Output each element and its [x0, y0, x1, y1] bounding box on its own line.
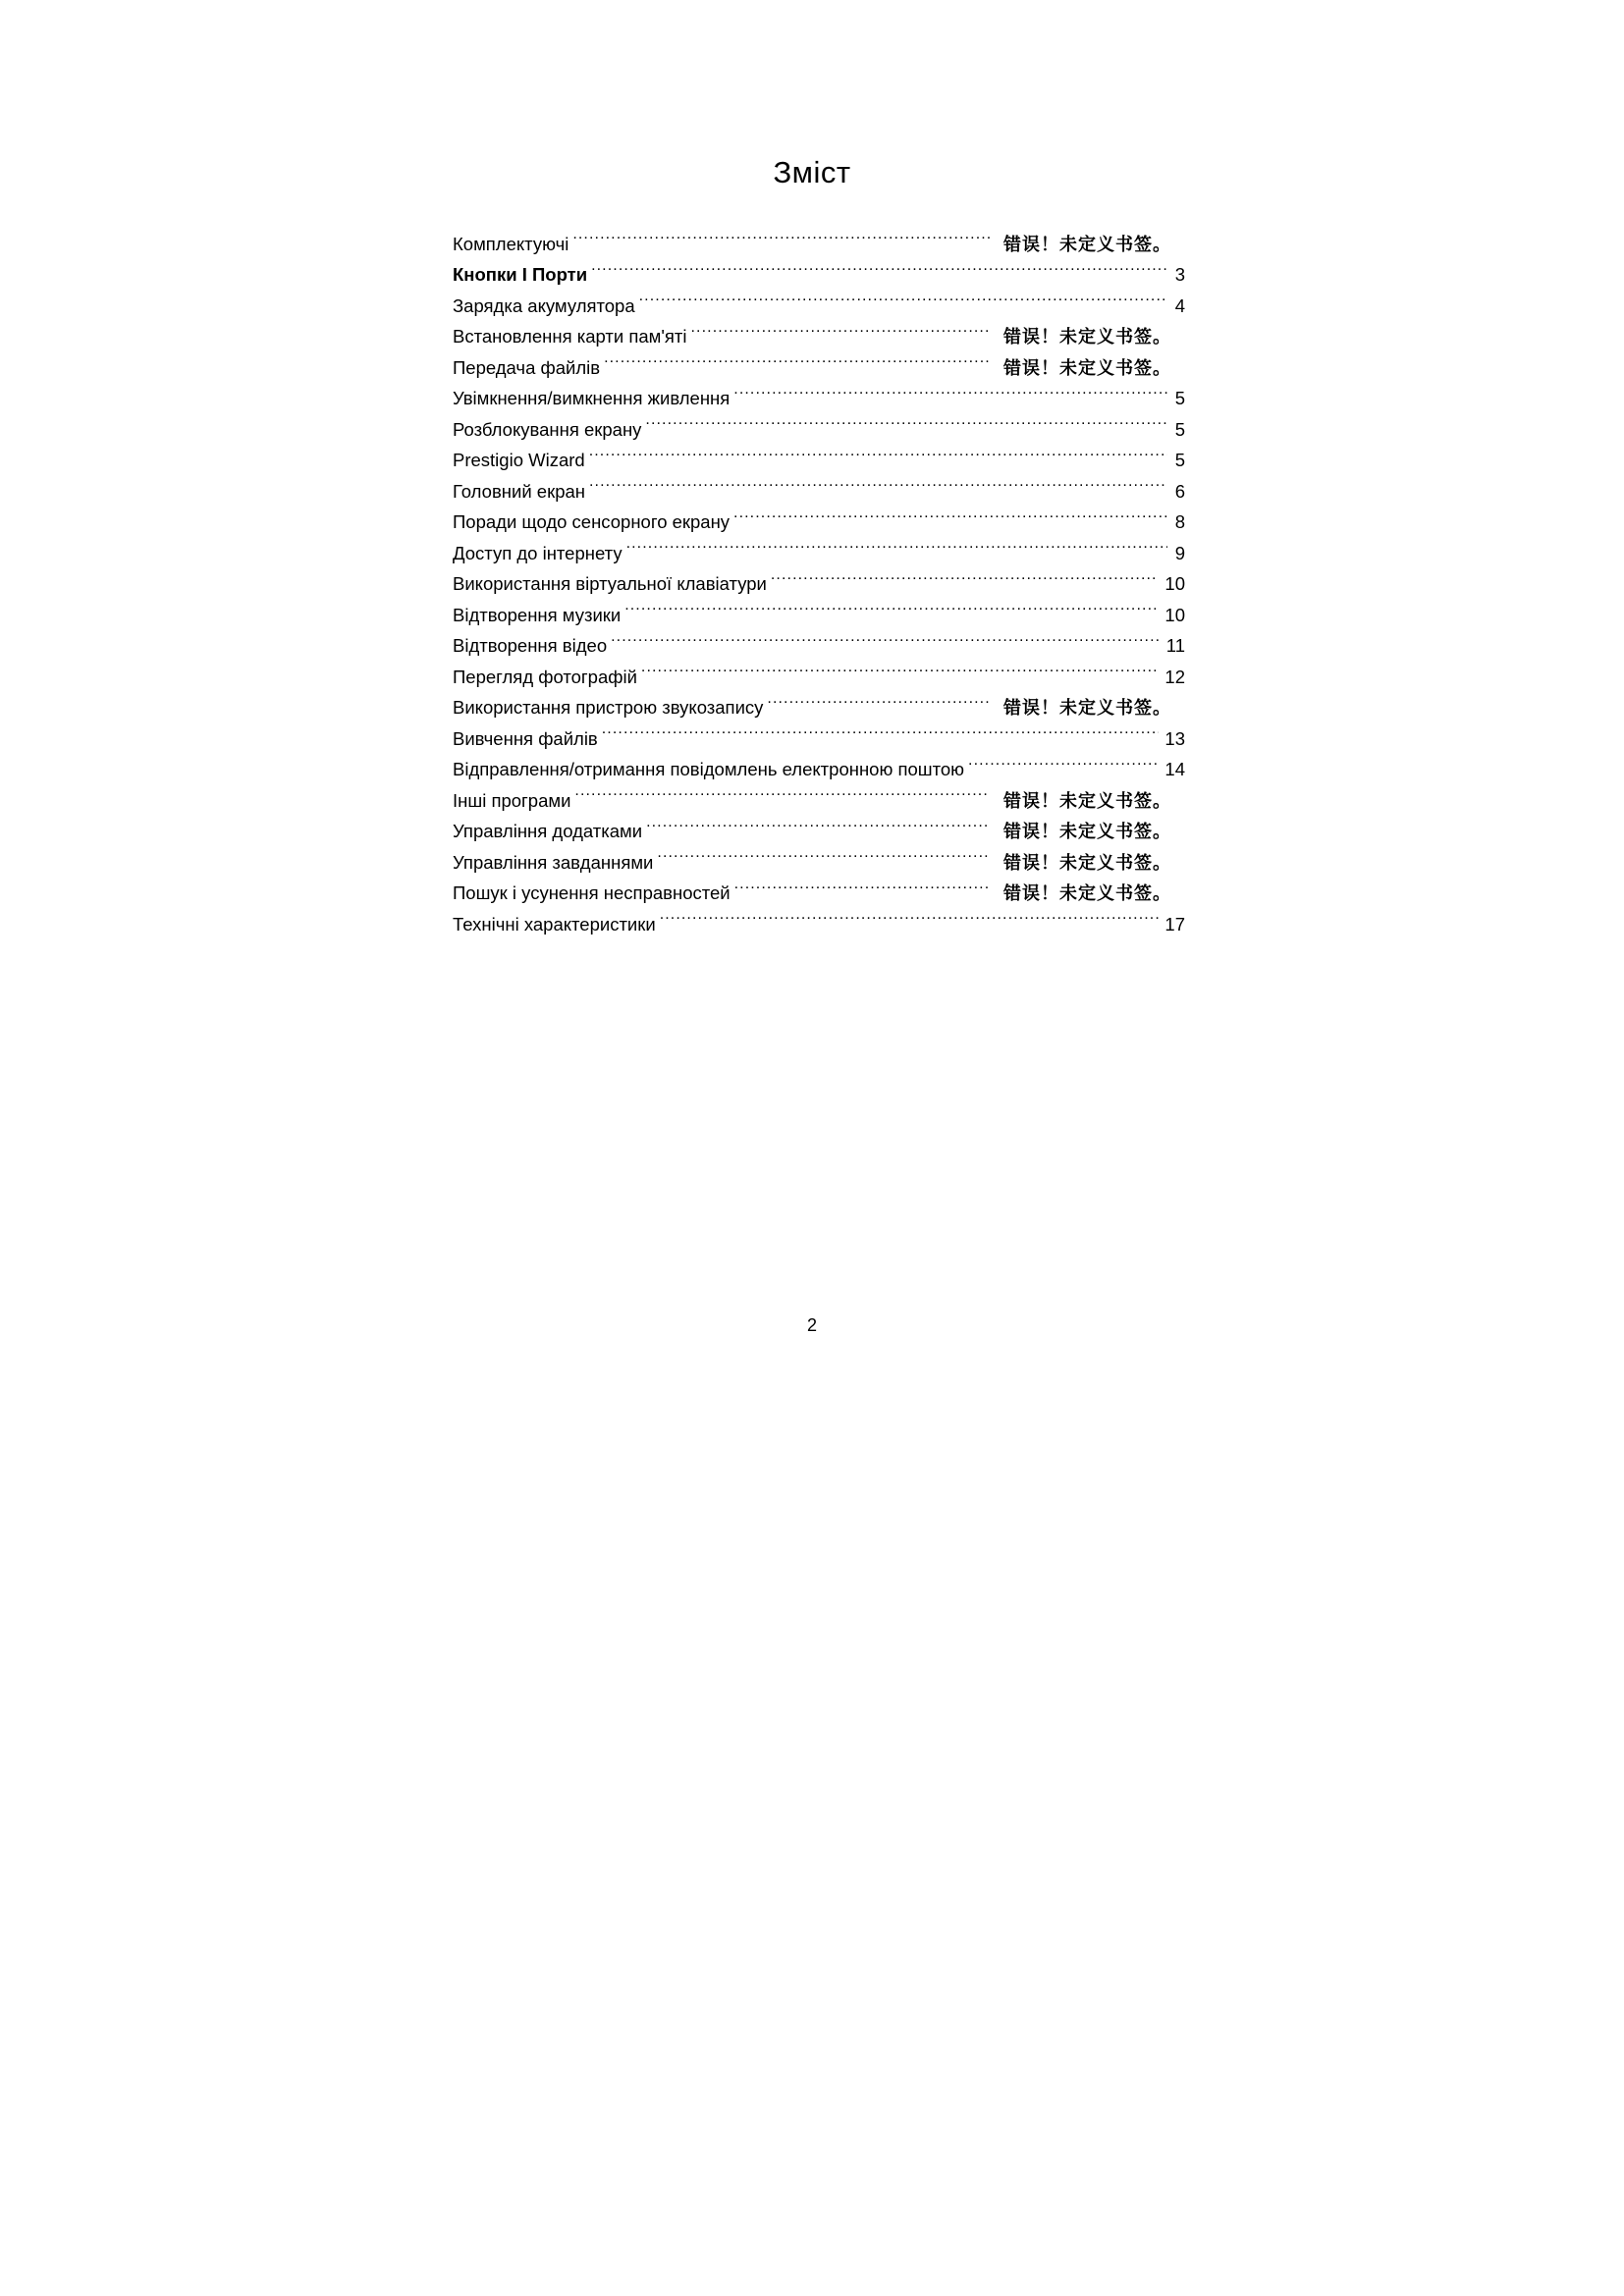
- toc-entry[interactable]: [453, 312, 1171, 347]
- toc-entry-label: Технічні характеристики: [453, 913, 656, 934]
- toc-entry-page: 11: [1165, 635, 1185, 656]
- toc-entry[interactable]: [453, 436, 1185, 470]
- toc-dot-leader: [591, 250, 1167, 282]
- toc-entry-page: 10: [1164, 573, 1185, 594]
- toc-entry[interactable]: [453, 652, 1185, 687]
- toc-dot-leader: [968, 745, 1159, 776]
- table-of-contents: [453, 219, 1199, 934]
- toc-entry-page: 8: [1174, 511, 1185, 532]
- toc-dot-leader: [657, 837, 990, 869]
- toc-entry[interactable]: [453, 807, 1171, 842]
- toc-entry-label: Використання віртуальної клавіатури: [453, 573, 767, 594]
- toc-entry[interactable]: [453, 404, 1185, 440]
- toc-dot-leader: [734, 869, 990, 900]
- toc-entry-page: 10: [1164, 604, 1185, 625]
- toc-entry[interactable]: [453, 528, 1185, 563]
- toc-entry-page: 5: [1174, 450, 1185, 470]
- toc-entry-label: Пошук і усунення несправностей: [453, 882, 731, 903]
- toc-entry[interactable]: [453, 560, 1185, 594]
- toc-entry-page: 5: [1174, 388, 1185, 408]
- toc-dot-leader: [660, 899, 1160, 931]
- toc-entry-label: Доступ до інтернету: [453, 542, 623, 563]
- toc-dot-leader: [589, 436, 1167, 467]
- toc-dot-leader: [767, 683, 990, 715]
- toc-entry-label: Передача файлів: [453, 356, 601, 378]
- toc-dot-leader: [645, 404, 1167, 436]
- toc-dot-leader: [639, 281, 1167, 312]
- toc-entry[interactable]: [453, 219, 1171, 255]
- toc-dot-leader: [589, 466, 1167, 498]
- toc-entry-error: 错误！未定义书签。: [1003, 357, 1171, 379]
- toc-entry-label: Головний екран: [453, 480, 585, 502]
- toc-entry-label: Відтворення музики: [453, 604, 622, 625]
- toc-entry[interactable]: [453, 775, 1171, 812]
- toc-dot-leader: [604, 343, 990, 374]
- toc-entry-label: Перегляд фотографій: [453, 666, 637, 687]
- toc-entry[interactable]: [453, 683, 1171, 719]
- toc-entry-error: 错误！未定义书签。: [1003, 327, 1171, 347]
- toc-entry-page: 6: [1174, 480, 1185, 502]
- toc-entry-label: Увімкнення/вимкнення живлення: [453, 388, 731, 408]
- toc-entry-label: Розблокування екрану: [453, 418, 642, 440]
- toc-dot-leader: [646, 807, 990, 838]
- toc-entry-label: Відтворення відео: [453, 635, 608, 656]
- toc-dot-leader: [624, 590, 1159, 621]
- toc-entry-label: Встановлення карти пам'яті: [453, 326, 687, 347]
- toc-entry-page: 3: [1174, 264, 1185, 285]
- toc-entry-label: Комплектуючі: [453, 233, 569, 254]
- toc-entry[interactable]: [453, 343, 1171, 379]
- toc-entry[interactable]: [453, 837, 1171, 874]
- toc-entry-page: 14: [1164, 759, 1185, 779]
- toc-dot-leader: [641, 652, 1160, 683]
- toc-entry[interactable]: [453, 745, 1185, 779]
- toc-entry-label: Інші програми: [453, 789, 571, 811]
- toc-dot-leader: [626, 528, 1167, 560]
- toc-dot-leader: [572, 219, 990, 250]
- toc-dot-leader: [733, 498, 1167, 529]
- toc-entry[interactable]: [453, 869, 1171, 904]
- toc-entry-label: Кнопки І Порти: [453, 264, 588, 285]
- toc-entry[interactable]: [453, 281, 1185, 316]
- toc-entry[interactable]: [453, 374, 1185, 408]
- toc-dot-leader: [611, 621, 1161, 653]
- toc-entry[interactable]: [453, 590, 1185, 625]
- toc-entry-label: Вивчення файлів: [453, 727, 598, 749]
- toc-entry-page: 9: [1174, 542, 1185, 563]
- toc-entry-error: 错误！未定义书签。: [1003, 852, 1171, 874]
- toc-entry-page: 4: [1174, 294, 1185, 316]
- toc-entry-label: Prestigio Wizard: [453, 450, 585, 470]
- toc-entry-label: Відправлення/отримання повідомлень електронною поштою: [453, 759, 965, 779]
- toc-entry-page: 13: [1164, 727, 1185, 749]
- toc-entry-error: 错误！未定义书签。: [1003, 698, 1171, 719]
- toc-entry[interactable]: [453, 466, 1185, 502]
- toc-dot-leader: [602, 714, 1160, 745]
- toc-dot-leader: [574, 775, 990, 807]
- toc-entry-error: 错误！未定义书签。: [1003, 822, 1171, 842]
- toc-entry[interactable]: [453, 498, 1185, 532]
- toc-entry-page: 5: [1174, 418, 1185, 440]
- toc-entry-page: 12: [1164, 666, 1185, 687]
- page-title: Зміст: [773, 155, 851, 189]
- toc-entry-label: Управління завданнями: [453, 851, 654, 873]
- toc-dot-leader: [733, 374, 1167, 405]
- toc-dot-leader: [771, 560, 1160, 591]
- toc-entry[interactable]: [453, 899, 1185, 934]
- toc-entry[interactable]: [453, 714, 1185, 749]
- toc-entry-error: 错误！未定义书签。: [1003, 790, 1171, 812]
- toc-entry-label: Управління додатками: [453, 821, 643, 841]
- toc-entry-error: 错误！未定义书签。: [1003, 883, 1171, 904]
- toc-dot-leader: [691, 312, 990, 344]
- toc-entry-error: 错误！未定义书签。: [1003, 234, 1171, 255]
- page-number: 2: [806, 1315, 817, 1335]
- toc-entry-label: Використання пристрою звукозапису: [453, 697, 764, 718]
- toc-entry-label: Поради щодо сенсорного екрану: [453, 511, 731, 532]
- toc-entry[interactable]: [453, 621, 1185, 656]
- toc-entry-label: Зарядка акумулятора: [453, 294, 635, 316]
- toc-entry-page: 17: [1164, 913, 1185, 934]
- toc-entry[interactable]: [453, 250, 1185, 285]
